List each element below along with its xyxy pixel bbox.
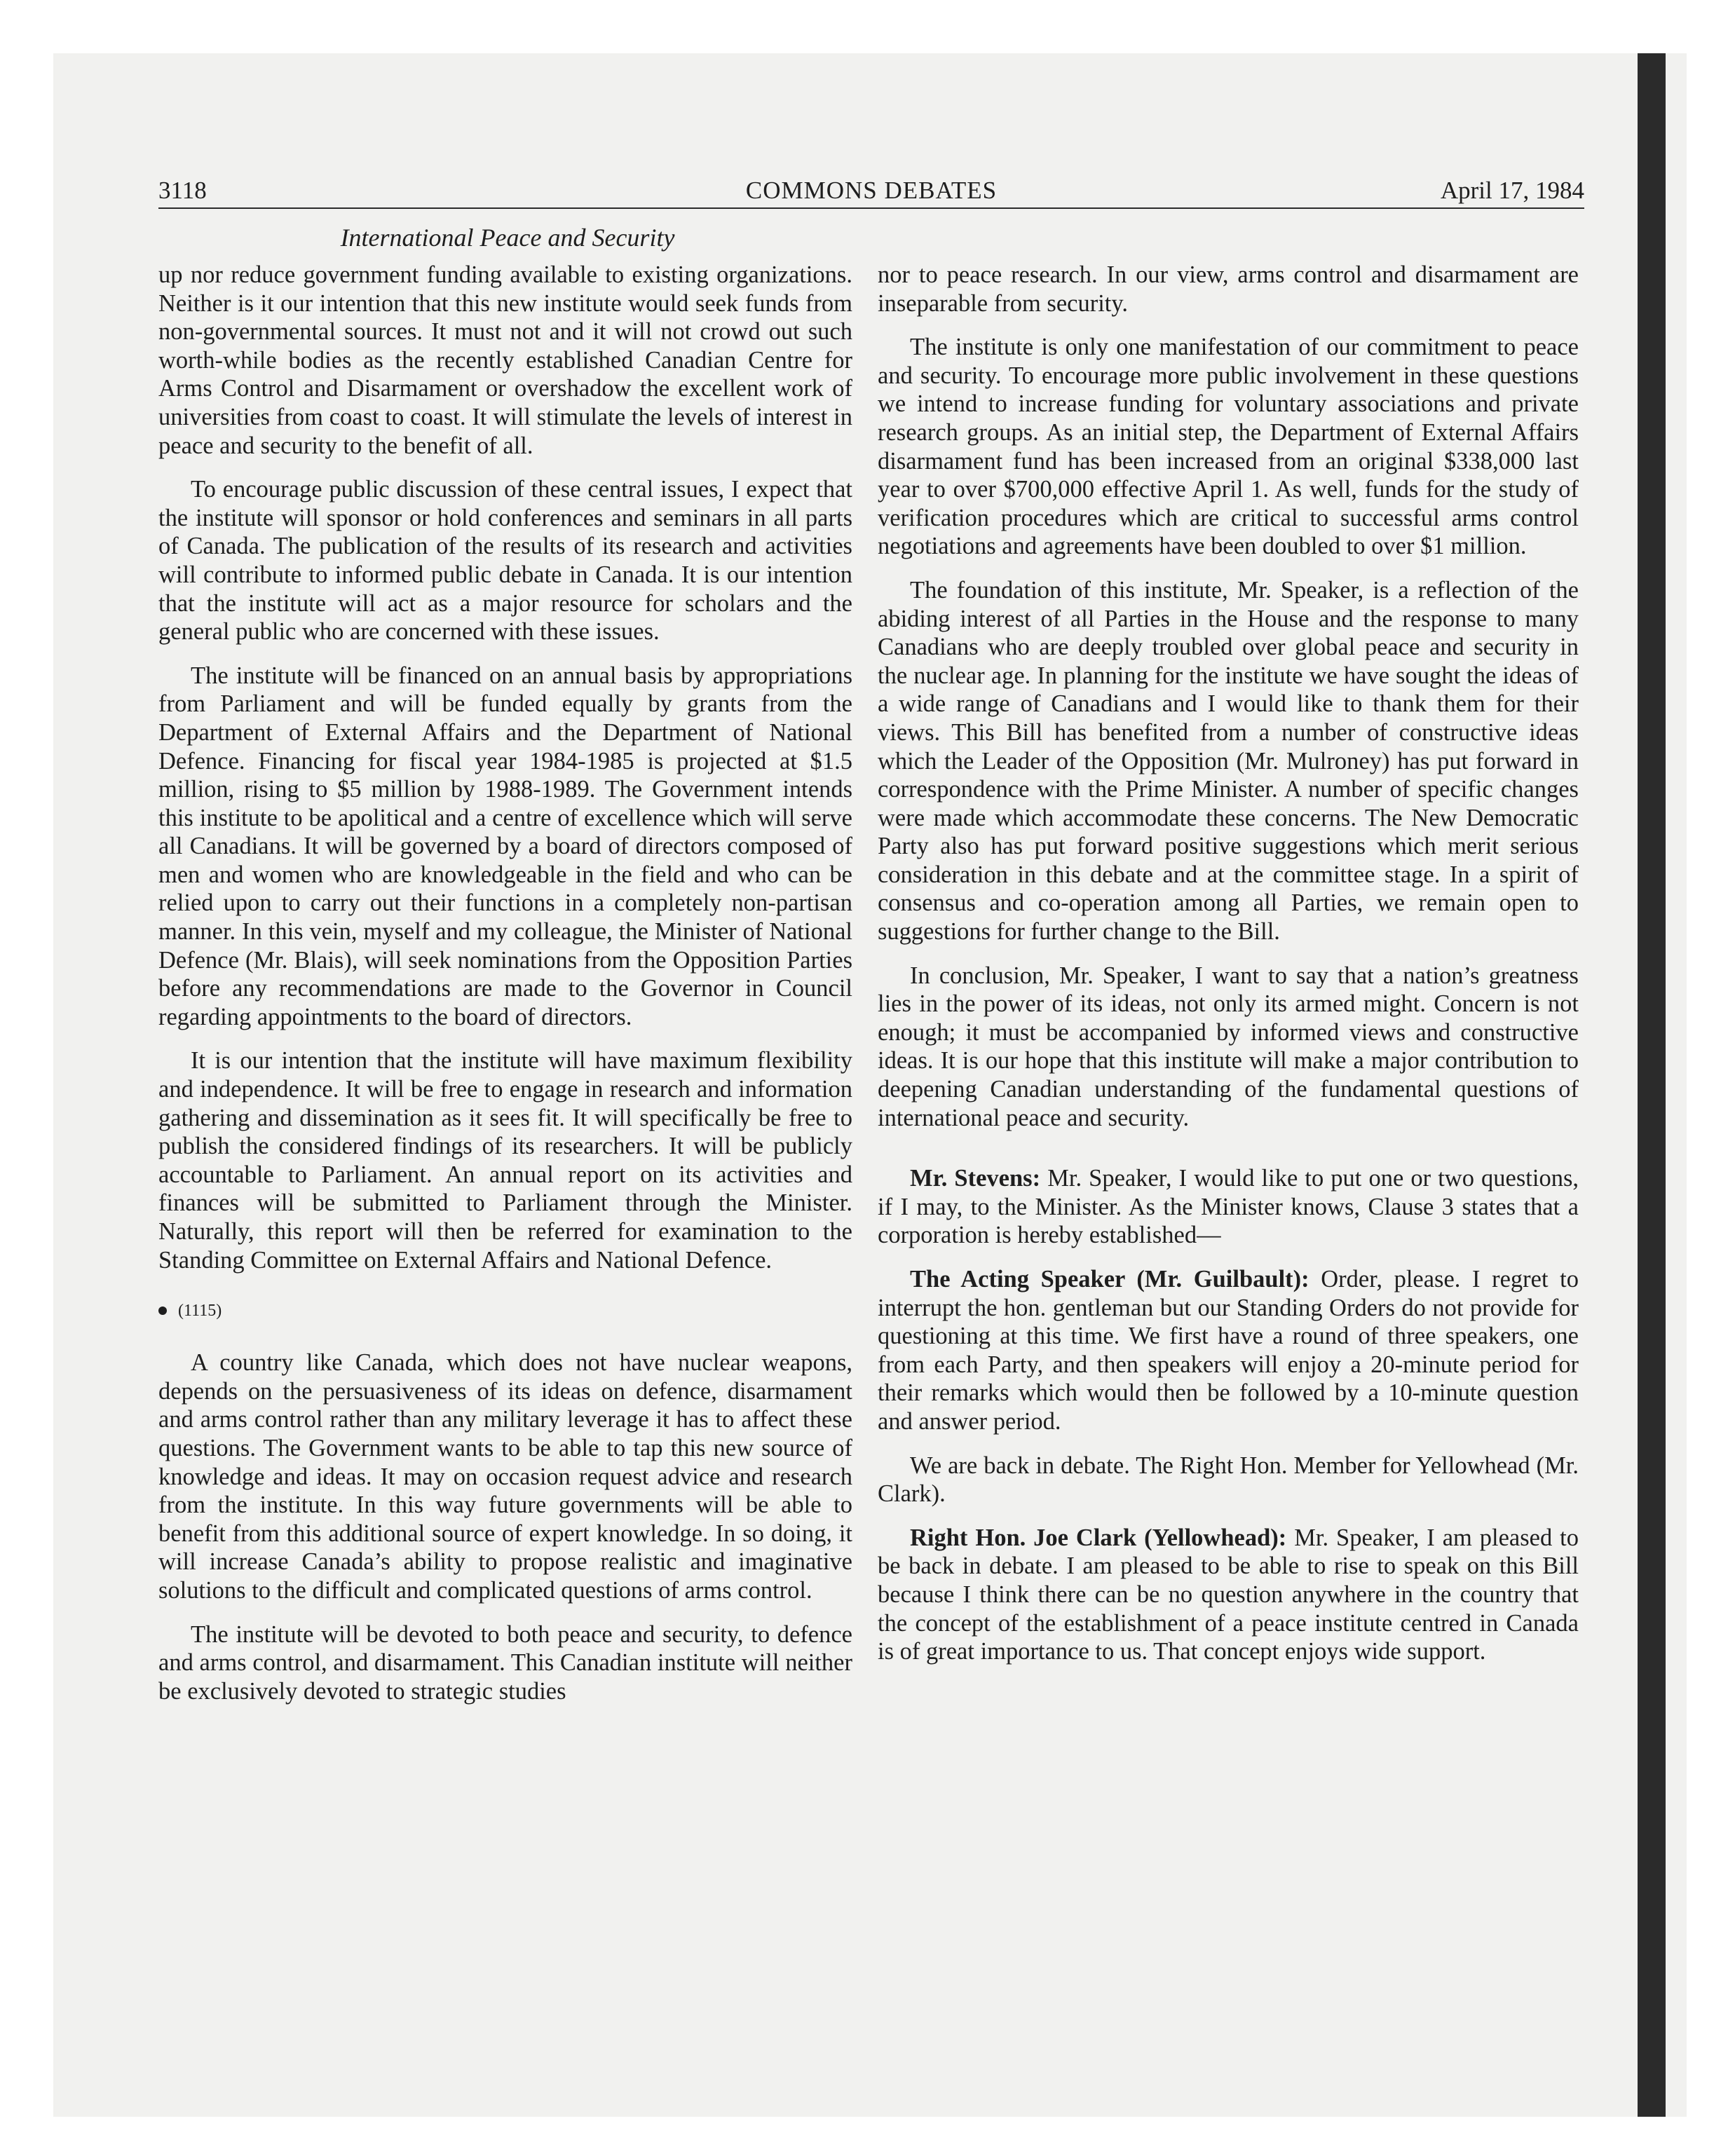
paragraph: The institute is only one manifestation of our commitment to peace and security. To encourage more public involvement in these questions we intend to increase funding for voluntary associations and private research groups. As an initial step, the Department of External Affairs disarmament fund has been increased from an original $338,000 last year to over $700,000 effective April 1. As well, funds for the study of verification procedures which are critical to successful arms control negotiations and agreements have been doubled to over $1 million. (878, 334, 1579, 560)
publication-date: April 17, 1984 (1440, 177, 1584, 204)
paragraph: The institute will be devoted to both peace and security, to defence and arms control, and disarmament. This Canadian institute will neither be exclusively devoted to strategic studies (158, 1621, 852, 1705)
page-header (158, 172, 1584, 209)
time-marker-text: (1115) (178, 1302, 222, 1321)
speech-text: Mr. Speaker, I would like to put one or two questions, if I may, to the Minister. As the Minister knows, Clause 3 states that a corporation is hereby established— (878, 1165, 1579, 1249)
speech-clark (878, 1524, 1579, 1666)
speaker-name: Right Hon. Joe Clark (Yellowhead): (910, 1524, 1287, 1551)
left-column (158, 261, 852, 1721)
paragraph: The foundation of this institute, Mr. Speaker, is a reflection of the abiding interest of all Parties in the House and the response to many Canadians who are deeply troubled over global peace and security in the nuclear age. In planning for the institute we have sought the ideas of a wide range of Canadians and I would like to thank them for their views. This Bill has benefited from a number of constructive ideas which the Leader of the Opposition (Mr. Mulroney) has put forward in correspondence with the Prime Minister. A number of specific changes were made which accommodate these concerns. The New Democratic Party also has put forward positive suggestions which merit serious consideration in this debate and at the committee stage. In a spirit of consensus and co-operation among all Parties, we remain open to suggestions for further change to the Bill. (878, 576, 1579, 946)
bullet-icon (158, 1306, 167, 1315)
publication-title: COMMONS DEBATES (745, 177, 998, 204)
paragraph: To encourage public discussion of these central issues, I expect that the institute will sponsor or hold conferences and seminars in all parts of Canada. The publication of the results of its research and activities will contribute to informed public debate in Canada. It is our intention that the institute will act as a major resource for scholars and the general public who are concerned with these issues. (158, 476, 852, 646)
right-column (878, 261, 1579, 1681)
speaker-name: The Acting Speaker (Mr. Guilbault): (910, 1266, 1309, 1292)
page-binding-edge (1638, 53, 1666, 2117)
paragraph: In conclusion, Mr. Speaker, I want to say that a nation’s greatness lies in the power of its ideas, not only its armed might. Concern is not enough; it must be accompanied by informed views and constructive ideas. It is our hope that this institute will make a major contribution to deepening Canadian understanding of the fundamental questions of international peace and security. (878, 962, 1579, 1131)
speech-acting-speaker (878, 1265, 1579, 1436)
paragraph: It is our intention that the institute will have maximum flexibility and independence. It will be free to engage in research and information gathering and dissemination as it sees fit. It will specifically be free to publish the considered findings of its researchers. It will be publicly accountable to Parliament. An annual report on its activities and finances will be submitted to Parliament through the Minister. Naturally, this report will then be referred for examination to the Standing Committee on External Affairs and National Defence. (158, 1047, 852, 1274)
section-subheading: International Peace and Security (340, 224, 675, 252)
time-marker (158, 1297, 852, 1325)
speech-text: Order, please. I regret to interrupt the hon. gentleman but our Standing Orders do not provide for questioning at this time. We first have a round of three speakers, one from each Party, and then speakers will enjoy a 20-minute period for their remarks which would then be followed by a 10-minute question and answer period. (878, 1266, 1579, 1435)
speech-stevens (878, 1164, 1579, 1250)
speech-text: Mr. Speaker, I am pleased to be back in debate. I am pleased to be able to rise to speak on this Bill because I think there can be no question anywhere in the country that the concept of the establishment of a peace institute centred in Canada is of great importance to us. That concept enjoys wide support. (878, 1524, 1579, 1665)
paragraph: A country like Canada, which does not have nuclear weapons, depends on the persuasiveness of its ideas on defence, disarmament and arms control rather than any military leverage it has to affect these questions. The Government wants to be able to tap this new source of knowledge and ideas. It may on occasion request advice and research from the institute. In this way future governments will be able to benefit from this additional source of expert knowledge. In so doing, it will increase Canada’s ability to propose realistic and imaginative solutions to the difficult and complicated questions of arms control. (158, 1349, 852, 1604)
paragraph: We are back in debate. The Right Hon. Member for Yellowhead (Mr. Clark). (878, 1452, 1579, 1508)
paragraph: The institute will be financed on an annual basis by appropriations from Parliament and will be funded equally by grants from the Department of External Affairs and the Department of National Defence. Financing for fiscal year 1984-1985 is projected at $1.5 million, rising to $5 million by 1988-1989. The Government intends this institute to be apolitical and a centre of excellence which will serve all Canadians. It will be governed by a board of directors composed of men and women who are knowledgeable in the field and who can be relied upon to carry out their functions in a completely non-partisan manner. In this vein, myself and my colleague, the Minister of National Defence (Mr. Blais), will seek nominations from the Opposition Parties before any recommendations are made to the Governor in Council regarding appointments to the board of directors. (158, 662, 852, 1030)
speaker-name: Mr. Stevens: (910, 1165, 1041, 1192)
header-rule (158, 207, 1584, 209)
paragraph: up nor reduce government funding available to existing organizations. Neither is it our intention that this new institute would seek funds from non-governmental sources. It must not and it will not crowd out such worth-while bodies as the recently established Canadian Centre for Arms Control and Disarmament or overshadow the excellent work of universities from coast to coast. It will stimulate the levels of interest in peace and security to the benefit of all. (158, 261, 852, 459)
page-number: 3118 (158, 177, 207, 204)
paragraph: nor to peace research. In our view, arms control and disarmament are inseparable from security. (878, 261, 1579, 317)
